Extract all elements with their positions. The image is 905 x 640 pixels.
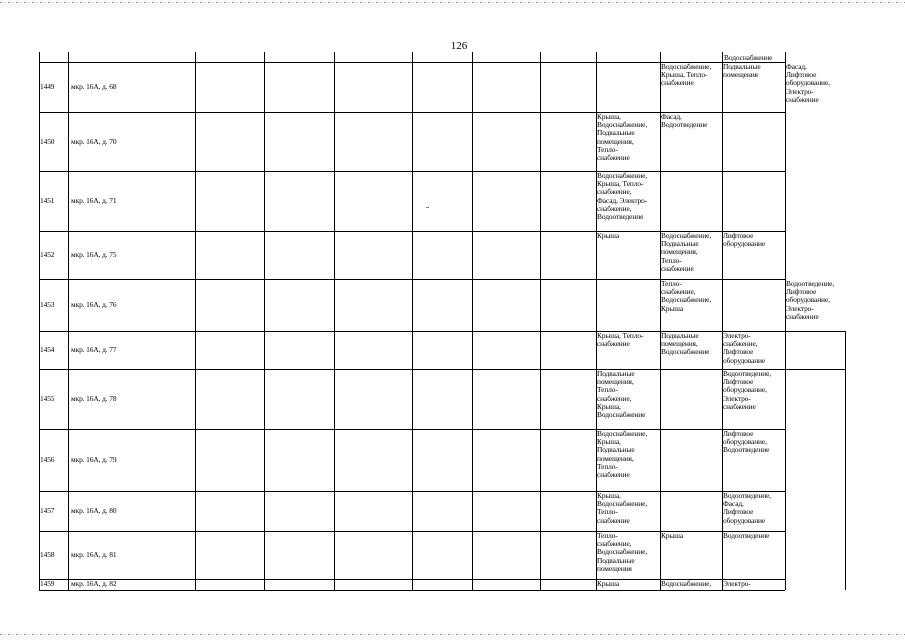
- work-type-cell: Водоотведение, Лифтовое оборудование, Электро- снабжение: [723, 369, 772, 411]
- work-type-cell: Тепло- снабжение, Водоснабжение, Крыша: [661, 279, 712, 313]
- table-row-rule: [39, 491, 785, 492]
- work-type-cell: Крыша: [661, 531, 684, 540]
- table-vertical-rule: [785, 62, 786, 590]
- work-type-cell: Электро- снабжение, Лифтовое оборудование: [723, 331, 766, 365]
- work-type-cell: Крыша, Тепло- снабжение: [597, 331, 644, 349]
- work-type-cell: Водоотведение, Лифтовое оборудование, Электро- снабжение: [786, 279, 835, 321]
- address-cell: мкр. 16А, д. 68: [71, 82, 117, 91]
- work-type-cell: Подвальные помещения, Тепло- снабжение, Крыша, Водоснабжение: [597, 369, 646, 420]
- work-type-cell: Лифтовое оборудование: [723, 231, 766, 249]
- work-type-cell: Водоснабжение, Крыша, Тепло- снабжение: [661, 62, 712, 88]
- table-vertical-rule: [334, 52, 335, 590]
- row-number: 1458: [40, 550, 55, 559]
- table-row-rule: [39, 369, 785, 370]
- page-number: 126: [450, 40, 468, 52]
- work-type-cell: Фасад, Лифтовое оборудование, Электро- снабжение: [786, 62, 830, 104]
- work-type-cell: Водоотведение: [723, 531, 770, 540]
- work-type-cell: Электро-: [723, 579, 751, 588]
- work-type-cell: Водоснабжение, Подвальные помещения, Тепло- снабжение: [661, 231, 712, 273]
- address-cell: мкр. 16А, д. 76: [71, 300, 117, 309]
- table-vertical-rule: [540, 52, 541, 590]
- row-number: 1456: [40, 455, 55, 464]
- scan-mark: [426, 207, 429, 208]
- row-number: 1450: [40, 137, 55, 146]
- address-cell: мкр. 16А, д. 77: [71, 345, 117, 354]
- table-vertical-rule: [195, 52, 196, 590]
- table-vertical-rule: [68, 52, 69, 590]
- address-cell: мкр. 16А, д. 79: [71, 455, 117, 464]
- work-type-cell: Фасад, Водоотведение: [661, 112, 708, 130]
- table-vertical-rule: [472, 52, 473, 590]
- work-type-cell: Крыша: [597, 579, 620, 588]
- table-row-rule: [39, 590, 785, 591]
- table-vertical-rule: [845, 331, 846, 590]
- table-vertical-rule: [785, 52, 786, 62]
- work-type-cell: Водоснабжение, Крыша, Тепло- снабжение, Фасад, Электро- снабжение, Водоотведение: [597, 171, 648, 222]
- row-number: 1451: [40, 196, 55, 205]
- table-row-rule: [785, 369, 845, 370]
- row-number: 1454: [40, 345, 55, 354]
- address-cell: мкр. 16А, д. 70: [71, 137, 117, 146]
- work-type-cell: Крыша, Водоснабжение, Подвальные помещения, Тепло- снабжение: [597, 112, 648, 163]
- work-type-cell: Крыша, Водоснабжение, Тепло- снабжение: [597, 491, 648, 525]
- table-row-rule: [785, 331, 845, 332]
- work-type-cell: Подвальные помещения, Водоснабжение: [661, 331, 710, 357]
- address-cell: мкр. 16А, д. 75: [71, 250, 117, 259]
- table-vertical-rule: [660, 52, 661, 590]
- address-cell: мкр. 16А, д. 81: [71, 550, 117, 559]
- work-type-cell: Подвальные помещения: [723, 62, 761, 80]
- table-row-rule: [39, 171, 785, 172]
- row-number: 1455: [40, 394, 55, 403]
- table-row-rule: [39, 429, 785, 430]
- work-type-cell: Тепло- снабжение, Водоснабжение, Подвальные помещения: [597, 531, 648, 573]
- table-vertical-rule: [412, 52, 413, 590]
- header-fragment: Водоснабжение: [724, 53, 773, 62]
- work-type-cell: Водоснабжение, Крыша, Подвальные помещения, Тепло- снабжение: [597, 429, 648, 480]
- address-cell: мкр. 16А, д. 71: [71, 196, 117, 205]
- row-number: 1452: [40, 250, 55, 259]
- work-type-cell: Водоснабжение,: [661, 579, 712, 588]
- work-type-cell: Крыша: [597, 231, 620, 240]
- row-number: 1453: [40, 300, 55, 309]
- row-number: 1449: [40, 82, 55, 91]
- row-number: 1457: [40, 506, 55, 515]
- row-number: 1459: [40, 579, 55, 588]
- work-type-cell: Водоотведение, Фасад, Лифтовое оборудование: [723, 491, 772, 525]
- table-vertical-rule: [264, 52, 265, 590]
- address-cell: мкр. 16А, д. 82: [71, 579, 117, 588]
- address-cell: мкр. 16А, д. 80: [71, 506, 117, 515]
- work-type-cell: Лифтовое оборудование, Водоотведение: [723, 429, 770, 455]
- address-cell: мкр. 16А, д. 78: [71, 394, 117, 403]
